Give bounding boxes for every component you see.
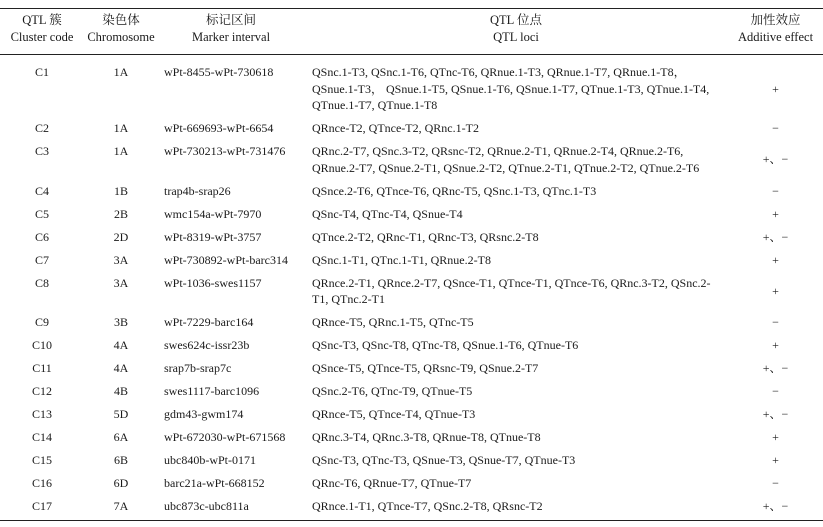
cell-cluster-code: C16 (31, 476, 52, 490)
cell-marker-interval: barc21a-wPt-668152 (164, 476, 265, 490)
cell-qtl-loci: QSnce.2-T6, QTnce-T6, QRnc-T5, QSnc.1-T3, QTnc.1-T3 (312, 183, 597, 198)
cell-cluster-code: C3 (34, 144, 49, 158)
cell-chromosome: 1A (113, 144, 129, 158)
table-row (0, 311, 823, 334)
header-qtl-loci (304, 9, 728, 55)
table-row (0, 140, 823, 180)
cell-qtl-loci: QRnc.3-T4, QRnc.3-T8, QRnue-T8, QTnue-T8 (312, 430, 541, 444)
cell-marker-interval: trap4b-srap26 (164, 183, 231, 198)
cell-additive-effect: + (772, 206, 779, 221)
table-row (0, 271, 823, 311)
header-cluster-code (0, 9, 84, 55)
cell-marker-interval: swes1117-barc1096 (164, 384, 260, 398)
cell-chromosome: 3A (113, 252, 129, 267)
cell-additive-effect: +、− (728, 495, 823, 521)
cell-chromosome: 4B (113, 384, 128, 398)
cell-marker-interval: swes624c-issr23b (164, 338, 250, 352)
header-chromosome (84, 9, 158, 55)
header-row (0, 9, 823, 55)
cell-cluster-code: C6 (34, 229, 49, 244)
cell-marker-interval: gdm43-gwm174 (164, 407, 244, 421)
cell-chromosome: 4A (113, 361, 129, 375)
table-row (0, 426, 823, 449)
header-qtl-loci-zh: QTL 位点 (490, 13, 542, 27)
cell-marker-interval: wPt-8319-wPt-3757 (164, 229, 262, 244)
table-row (0, 449, 823, 472)
cell-chromosome: 1A (113, 65, 129, 79)
cell-additive-effect: − (772, 183, 779, 198)
cell-additive-effect: +、− (762, 361, 789, 375)
cell-cluster-code: C9 (34, 315, 49, 329)
cell-cluster-code: C10 (31, 338, 52, 352)
cell-additive-effect: + (772, 81, 779, 96)
cell-qtl-loci: QRnc-T6, QRnue-T7, QTnue-T7 (312, 476, 472, 490)
cell-cluster-code: C12 (31, 384, 52, 398)
header-additive-effect (728, 9, 823, 55)
cell-additive-effect: − (772, 121, 779, 135)
table-row (0, 403, 823, 426)
cell-additive-effect: + (772, 252, 779, 267)
cell-qtl-loci: QRnce-T2, QTnce-T2, QRnc.1-T2 (312, 121, 479, 135)
cell-additive-effect: +、− (762, 229, 789, 244)
cell-chromosome: 6D (113, 476, 129, 490)
cell-chromosome: 5D (113, 407, 129, 421)
cell-marker-interval: ubc840b-wPt-0171 (164, 453, 256, 467)
cell-marker-interval: ubc873c-ubc811a (158, 495, 304, 521)
cell-chromosome: 6A (113, 430, 129, 444)
cell-marker-interval: wPt-1036-swes1157 (164, 275, 262, 290)
cell-qtl-loci: QSnce-T5, QTnce-T5, QRsnc-T9, QSnue.2-T7 (312, 361, 539, 375)
qtl-cluster-table (0, 8, 823, 521)
cell-cluster-code: C14 (31, 430, 52, 444)
cell-marker-interval: wmc154a-wPt-7970 (164, 206, 262, 221)
table-row (0, 248, 823, 271)
cell-cluster-code: C5 (34, 206, 49, 221)
table-row (0, 380, 823, 403)
cell-qtl-loci: QRnce.2-T1, QRnce.2-T7, QSnce-T1, QTnce-T1, QTnce-T6, QRnc.3-T2, QSnc.2-T1, QTnc.2-T1 (312, 275, 711, 306)
cell-chromosome: 3B (113, 315, 128, 329)
cell-additive-effect: + (772, 338, 779, 352)
header-chromosome-en: Chromosome (87, 30, 155, 44)
cell-cluster-code: C2 (34, 121, 49, 135)
table-row (0, 472, 823, 495)
header-additive-effect-en: Additive effect (737, 30, 814, 44)
cell-marker-interval: srap7b-srap7c (164, 361, 232, 375)
cell-qtl-loci: QRnce-T5, QTnce-T4, QTnue-T3 (312, 407, 476, 421)
header-marker-interval-zh: 标记区间 (205, 13, 256, 27)
cell-cluster-code: C1 (34, 65, 49, 79)
cell-chromosome: 2B (113, 206, 128, 221)
cell-chromosome: 4A (113, 338, 129, 352)
table-row (0, 357, 823, 380)
cell-chromosome: 6B (113, 453, 128, 467)
table-row (0, 117, 823, 140)
cell-qtl-loci: QSnc-T3, QTnc-T3, QSnue-T3, QSnue-T7, QTnue-T3 (312, 453, 576, 467)
cell-marker-interval: wPt-730213-wPt-731476 (164, 144, 286, 158)
table-row (0, 225, 823, 248)
table-row (0, 334, 823, 357)
cell-additive-effect: + (772, 283, 779, 298)
header-marker-interval-en: Marker interval (191, 30, 271, 44)
cell-additive-effect: +、− (762, 407, 789, 421)
cell-cluster-code: C13 (31, 407, 52, 421)
cell-cluster-code: C17 (0, 495, 84, 521)
cell-marker-interval: wPt-730892-wPt-barc314 (164, 252, 288, 267)
header-cluster-code-zh: QTL 簇 (22, 13, 62, 27)
cell-qtl-loci: QSnc.1-T1, QTnc.1-T1, QRnue.2-T8 (312, 252, 491, 267)
cell-additive-effect: + (772, 453, 779, 467)
header-additive-effect-zh: 加性效应 (750, 13, 801, 27)
cell-cluster-code: C15 (31, 453, 52, 467)
cell-additive-effect: − (772, 384, 779, 398)
cell-cluster-code: C7 (34, 252, 49, 267)
cell-chromosome: 2D (113, 229, 129, 244)
cell-additive-effect: − (772, 315, 779, 329)
cell-qtl-loci: QSnc-T3, QSnc-T8, QTnc-T8, QSnue.1-T6, QTnue-T6 (312, 338, 579, 352)
table-row (0, 179, 823, 202)
cell-qtl-loci: QRnc.2-T7, QSnc.3-T2, QRsnc-T2, QRnue.2-T1, QRnue.2-T4, QRnue.2-T6, QRnue.2-T7, QSnue.2-T1, QSnue.2-T2, QTnue.2-T1, QTnue.2-T2, QTnue.2-T6 (312, 144, 700, 175)
table-row (0, 495, 823, 521)
cell-chromosome: 3A (113, 275, 129, 290)
table-row (0, 202, 823, 225)
cell-cluster-code: C4 (34, 183, 49, 198)
cell-marker-interval: wPt-7229-barc164 (164, 315, 254, 329)
cell-qtl-loci: QRnce-T5, QRnc.1-T5, QTnc-T5 (312, 315, 474, 329)
cell-qtl-loci: QSnc.1-T3, QSnc.1-T6, QTnc-T6, QRnue.1-T3, QRnue.1-T7, QRnue.1-T8，QSnue.1-T3， QSnue.1-T5, QSnue.1-T6, QSnue.1-T7, QTnue.1-T3, QTnue.1-T4, QTnue.1-T7, QTnue.1-T8 (312, 65, 710, 112)
cell-qtl-loci: QSnc.2-T6, QTnc-T9, QTnue-T5 (312, 384, 473, 398)
cell-marker-interval: wPt-672030-wPt-671568 (164, 430, 286, 444)
table-row (0, 55, 823, 117)
header-cluster-code-en: Cluster code (10, 30, 74, 44)
cell-additive-effect: +、− (762, 152, 789, 167)
cell-cluster-code: C11 (32, 361, 52, 375)
table-body (0, 55, 823, 521)
cell-marker-interval: wPt-8455-wPt-730618 (164, 65, 274, 79)
cell-marker-interval: wPt-669693-wPt-6654 (164, 121, 274, 135)
cell-additive-effect: + (772, 430, 779, 444)
header-chromosome-zh: 染色体 (102, 13, 140, 27)
cell-chromosome: 1A (113, 121, 129, 135)
table-header (0, 9, 823, 55)
cell-cluster-code: C8 (34, 275, 49, 290)
header-qtl-loci-en: QTL loci (493, 30, 539, 44)
cell-chromosome: 7A (84, 495, 158, 521)
cell-additive-effect: − (772, 476, 779, 490)
cell-chromosome: 1B (113, 183, 128, 198)
cell-qtl-loci: QSnc-T4, QTnc-T4, QSnue-T4 (312, 206, 463, 221)
cell-qtl-loci: QRnce.1-T1, QTnce-T7, QSnc.2-T8, QRsnc-T2 (304, 495, 728, 521)
header-marker-interval (158, 9, 304, 55)
cell-qtl-loci: QTnce.2-T2, QRnc-T1, QRnc-T3, QRsnc.2-T8 (312, 229, 539, 244)
